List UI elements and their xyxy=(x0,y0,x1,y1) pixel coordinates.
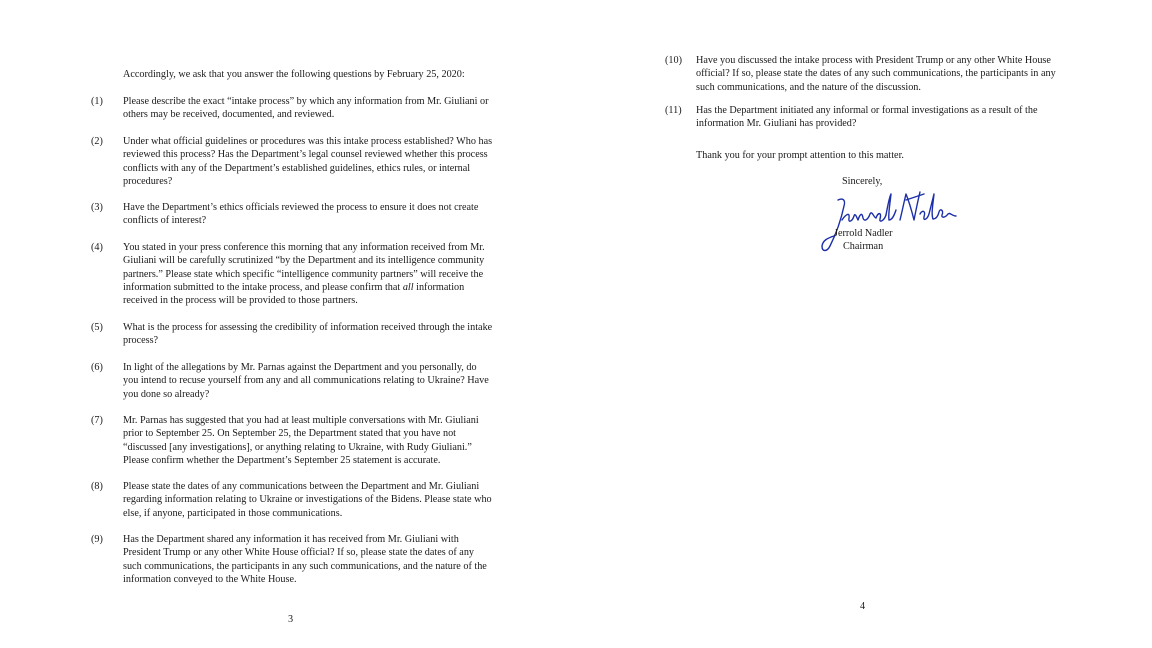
signature-image xyxy=(816,190,958,256)
question-text: Mr. Parnas has suggested that you had at least multiple conversations with Mr. Giuliani prior to September 25. On September 25, the Department stated that you have not “discussed [any investigations], or anything relating to Ukraine, with Rudy Giuliani.” Please confirm whether the Department’s September 25 statement is accurate. xyxy=(123,415,479,466)
question-number: (1) xyxy=(91,96,103,107)
intro-paragraph: Accordingly, we ask that you answer the following questions by February 25, 2020: xyxy=(123,69,465,80)
question-number: (9) xyxy=(91,534,103,545)
page-number: 3 xyxy=(288,614,294,625)
question-text: Please describe the exact “intake process” by which any information from Mr. Giuliani or others may be received, documented, and reviewed. xyxy=(123,96,489,121)
letter-page-4 xyxy=(576,0,1152,648)
question-text-part: You stated in your press conference this morning that any information received from Mr. Giuliani will be carefully scrutinized “by the Department and its intelligence community partners.” Please state which specific “intelligence community partners” will receive the information submitted to the intake process, and please confirm that xyxy=(123,242,485,293)
question-text: In light of the allegations by Mr. Parnas against the Department and you personally, do you intend to recuse yourself from any and all communications relating to Ukraine? Have you done so already? xyxy=(123,362,489,400)
question-text: Have the Department’s ethics officials reviewed the process to ensure it does not create conflicts of interest? xyxy=(123,202,479,227)
question-text-part: information received in the process will be provided to those partners. xyxy=(123,281,465,307)
signer-title: Chairman xyxy=(843,241,884,252)
question-number: (7) xyxy=(91,415,103,426)
page-number: 4 xyxy=(860,601,866,612)
question-text: Have you discussed the intake process with President Trump or any other White House official? If so, please state the dates of any such communications, the participants in any such communications, and the nature of the discussion. xyxy=(696,55,1056,93)
question-number: (3) xyxy=(91,202,103,213)
sincerely-line: Sincerely, xyxy=(842,176,883,187)
question-text: Please state the dates of any communications between the Department and Mr. Giuliani regarding information relating to Ukraine or investigations of the Bidens. Please state who else, if anyone, participated in those communications. xyxy=(123,481,492,519)
question-text: Has the Department initiated any informal or formal investigations as a result of the information Mr. Giuliani has provided? xyxy=(696,105,1038,130)
question-text: Under what official guidelines or procedures was this intake process established? Who has reviewed this process? Has the Department’s legal counsel reviewed whether this process conflicts with any of the Department’s established guidelines, ethics rules, or internal procedures? xyxy=(123,136,493,187)
question-number: (8) xyxy=(91,481,103,492)
signer-name: Jerrold Nadler xyxy=(834,228,893,239)
question-number: (5) xyxy=(91,322,103,333)
question-number: (10) xyxy=(665,55,682,66)
question-number: (6) xyxy=(91,362,103,373)
question-text: Has the Department shared any information it has received from Mr. Giuliani with President Trump or any other White House official? If so, please state the dates of any such communications, the participants in any such communications, and the nature of the information conveyed to the White House. xyxy=(123,534,487,585)
question-number: (11) xyxy=(665,105,682,116)
question-number: (2) xyxy=(91,136,103,147)
closing-line: Thank you for your prompt attention to this matter. xyxy=(696,150,904,161)
question-number: (4) xyxy=(91,242,103,253)
emphasis-text: all xyxy=(402,281,414,293)
question-text xyxy=(123,241,493,307)
question-text: What is the process for assessing the credibility of information received through the intake process? xyxy=(123,322,493,347)
